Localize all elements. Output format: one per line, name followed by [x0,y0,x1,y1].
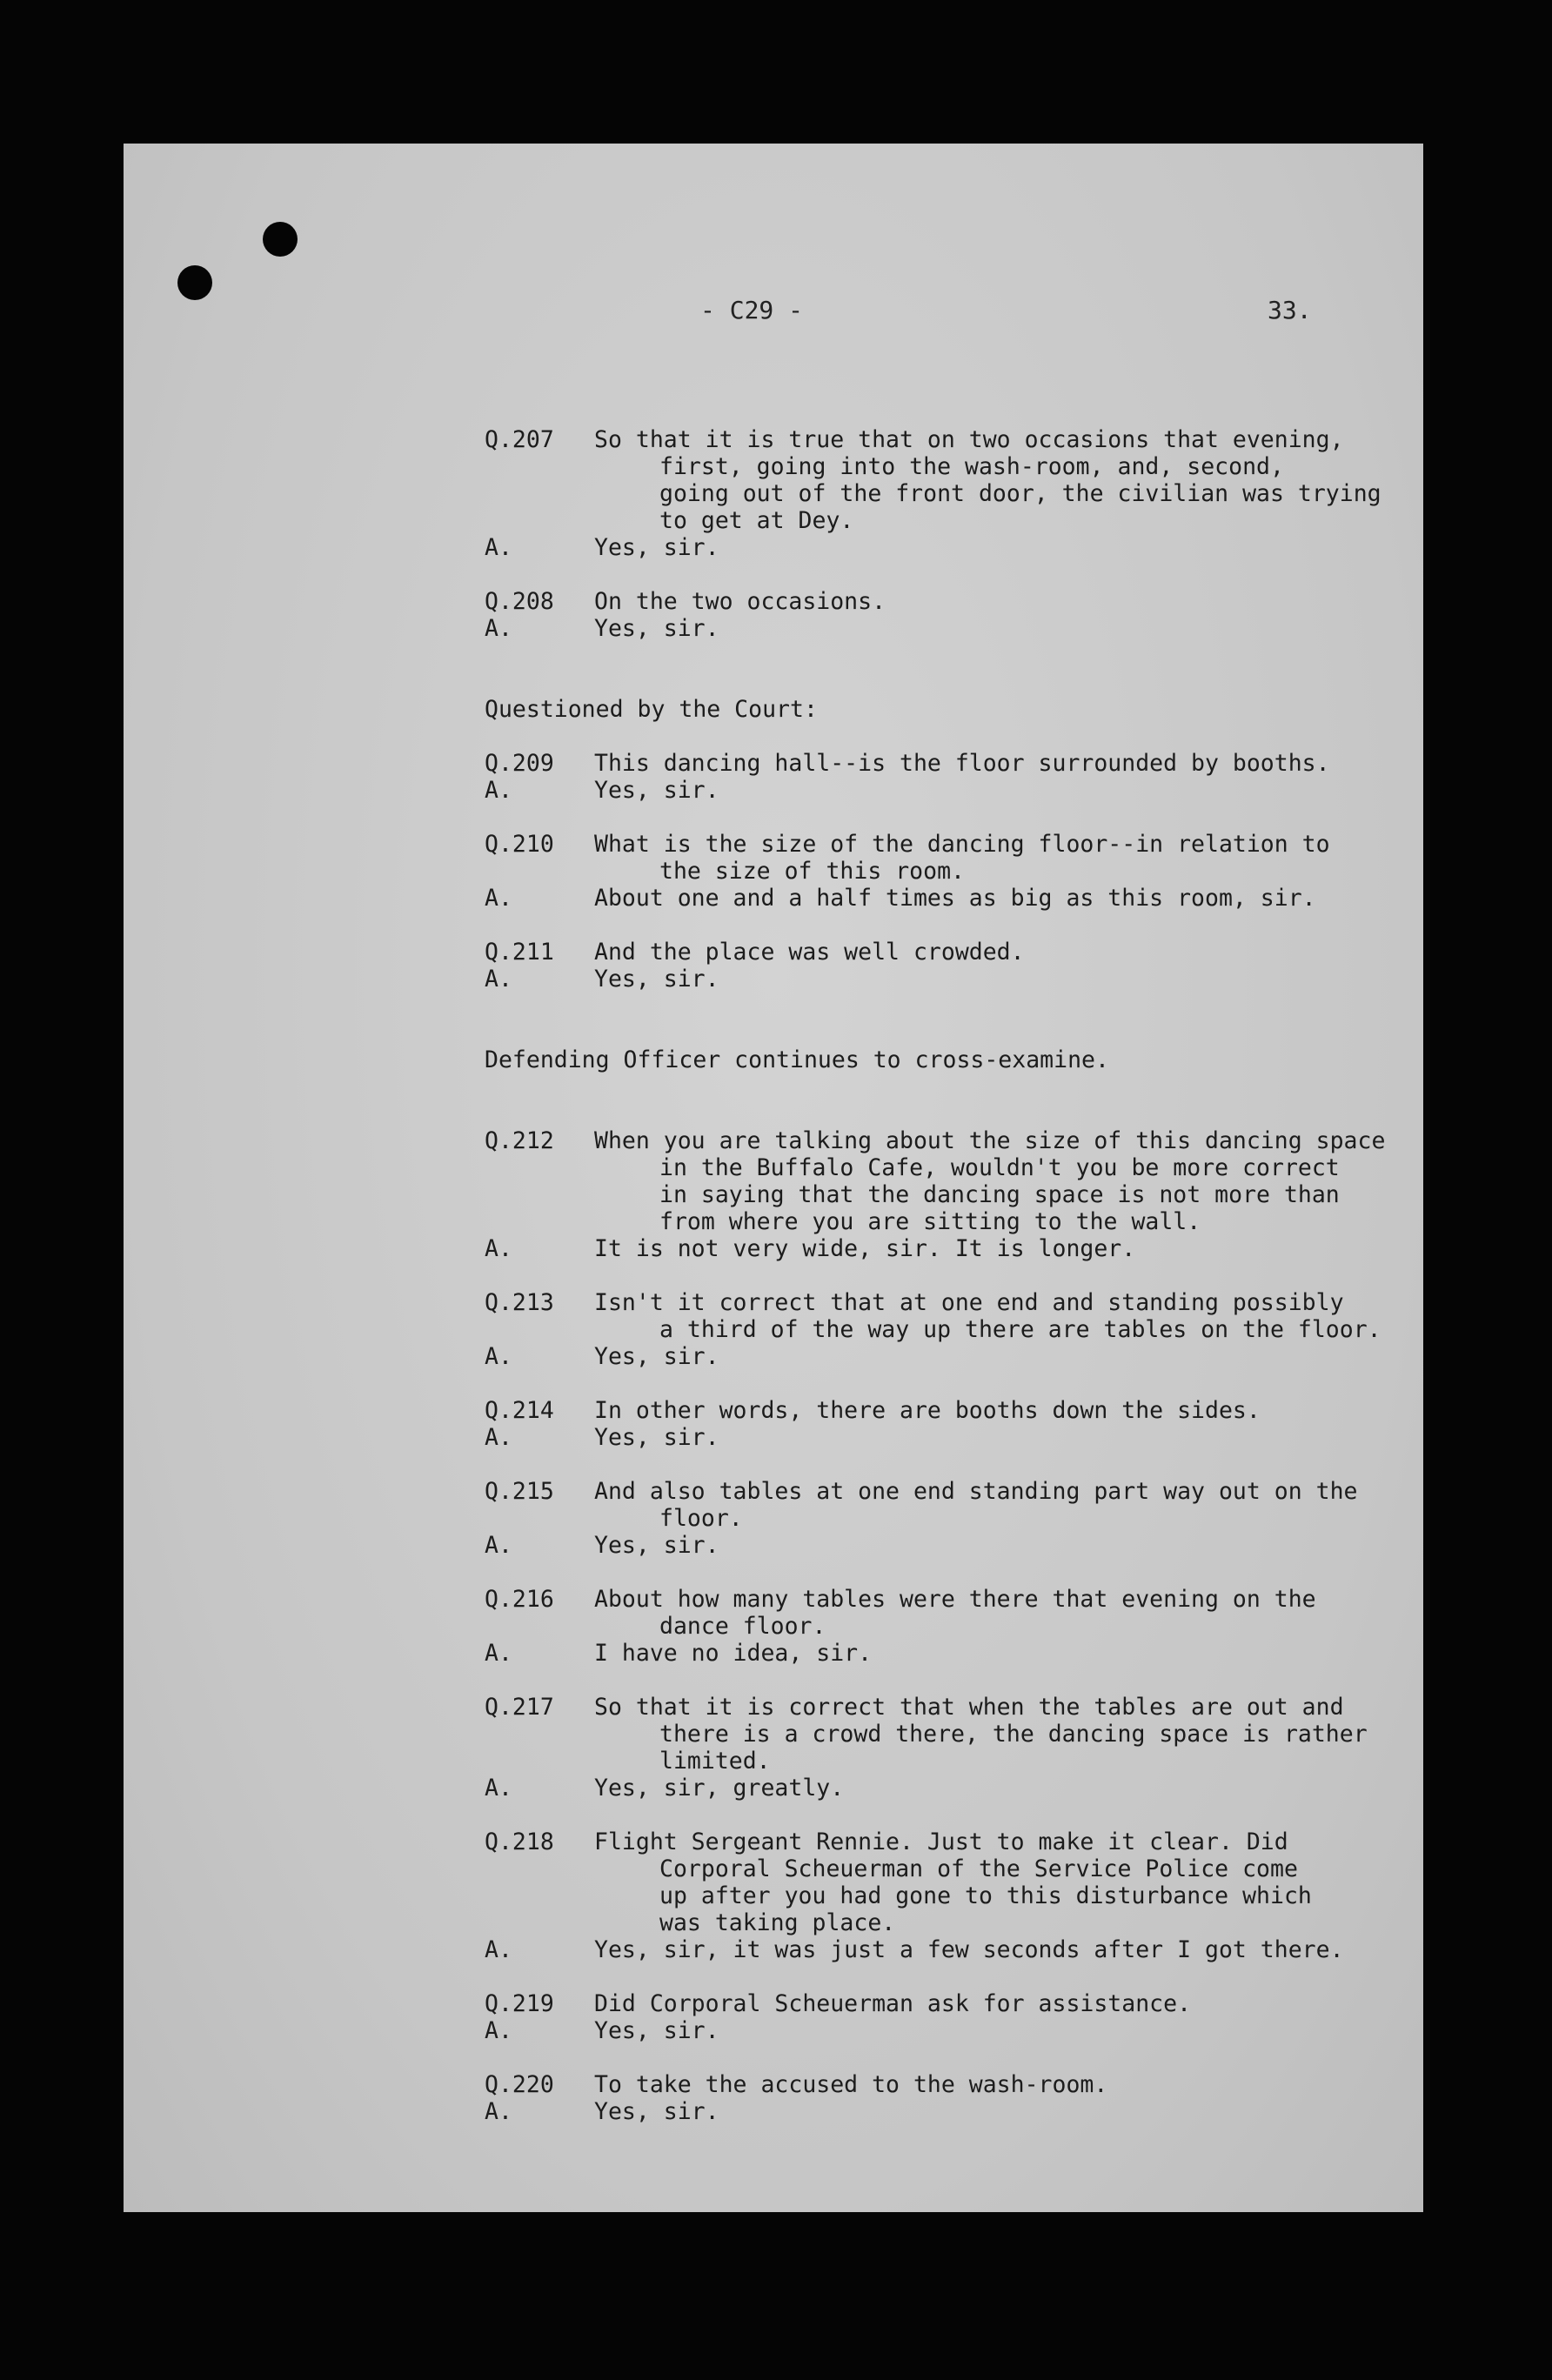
text-line: Yes, sir. [594,1532,719,1559]
question-number: Q.214 [485,1397,554,1424]
question-number: Q.212 [485,1127,554,1154]
page-number: 33. [1268,296,1312,324]
transcript-body [485,426,1424,2125]
question-text [594,1990,1424,2017]
text-line: Yes, sir. [594,1424,719,1451]
spacer [485,561,1424,588]
text-line: in saying that the dancing space is not more than [659,1181,1340,1208]
question-text [594,2071,1424,2098]
answer-text [594,1640,1424,1667]
question-entry [485,1478,1424,1532]
answer-entry [485,1936,1424,1963]
page-code: - C29 - [700,296,804,324]
punch-hole [263,222,298,257]
answer-label: A. [485,1343,512,1370]
text-line: Isn't it correct that at one end and standing possibly [594,1289,1344,1316]
question-text [594,426,1424,534]
question-entry [485,750,1424,777]
text-line: This dancing hall--is the floor surrounded by booths. [594,750,1330,777]
question-entry [485,1828,1424,1936]
question-number: Q.211 [485,939,554,966]
answer-text [594,1775,1424,1802]
text-line: Flight Sergeant Rennie. Just to make it clear. Did [594,1828,1288,1855]
answer-label: A. [485,2017,512,2044]
answer-label: A. [485,615,512,642]
question-entry [485,2071,1424,2098]
question-entry [485,939,1424,966]
answer-entry [485,1235,1424,1262]
answer-text [594,885,1424,912]
answer-entry [485,615,1424,642]
answer-label: A. [485,1424,512,1451]
answer-entry [485,1424,1424,1451]
spacer [485,912,1424,939]
text-line: going out of the front door, the civilian was trying [659,480,1381,507]
spacer [485,1451,1424,1478]
text-line: It is not very wide, sir. It is longer. [594,1235,1136,1262]
section-heading: Defending Officer continues to cross-examine. [485,1046,1109,1073]
question-number: Q.217 [485,1694,554,1721]
answer-text [594,2017,1424,2044]
text-line: Yes, sir. [594,2098,719,2125]
answer-label: A. [485,777,512,804]
answer-entry [485,2017,1424,2044]
question-entry [485,1586,1424,1640]
text-line: Did Corporal Scheuerman ask for assistance. [594,1990,1192,2017]
answer-text [594,966,1424,993]
text-line: And the place was well crowded. [594,939,1025,966]
text-line: Yes, sir. [594,2017,719,2044]
text-line: I have no idea, sir. [594,1640,873,1667]
answer-entry [485,1532,1424,1559]
spacer [485,1073,1424,1127]
text-line: dance floor. [659,1613,826,1640]
text-line: was taking place. [659,1909,896,1936]
answer-label: A. [485,534,512,561]
text-line: there is a crowd there, the dancing space is rather [659,1721,1368,1748]
text-line: So that it is correct that when the tables are out and [594,1694,1344,1721]
question-entry [485,1990,1424,2017]
question-entry [485,1397,1424,1424]
text-line: When you are talking about the size of this dancing space [594,1127,1386,1154]
question-number: Q.207 [485,426,554,453]
question-number: Q.213 [485,1289,554,1316]
text-line: About one and a half times as big as this room, sir. [594,885,1316,912]
spacer [485,804,1424,831]
answer-entry [485,1775,1424,1802]
question-number: Q.209 [485,750,554,777]
question-number: Q.218 [485,1828,554,1855]
text-line: Yes, sir. [594,777,719,804]
text-line: In other words, there are booths down the sides. [594,1397,1261,1424]
question-text [594,750,1424,777]
answer-text [594,1235,1424,1262]
question-text [594,1828,1424,1936]
text-line: About how many tables were there that evening on the [594,1586,1316,1613]
text-line: What is the size of the dancing floor--in relation to [594,831,1330,858]
question-number: Q.220 [485,2071,554,2098]
answer-text [594,615,1424,642]
text-line: floor. [659,1505,743,1532]
question-entry [485,426,1424,534]
question-text [594,1694,1424,1775]
question-text [594,588,1424,615]
text-line: Yes, sir. [594,615,719,642]
text-line: To take the accused to the wash-room. [594,2071,1108,2098]
question-text [594,1478,1424,1532]
question-text [594,939,1424,966]
question-text [594,1397,1424,1424]
text-line: Yes, sir. [594,966,719,993]
punch-hole [177,265,212,300]
answer-text [594,777,1424,804]
answer-label: A. [485,1235,512,1262]
answer-entry [485,885,1424,912]
document-page [124,144,1423,2212]
text-line: Yes, sir, it was just a few seconds after I got there. [594,1936,1344,1963]
text-line: from where you are sitting to the wall. [659,1208,1201,1235]
question-entry [485,1127,1424,1235]
question-text [594,831,1424,885]
text-line: a third of the way up there are tables on the floor. [659,1316,1381,1343]
spacer [485,1262,1424,1289]
question-number: Q.208 [485,588,554,615]
answer-label: A. [485,1936,512,1963]
text-line: to get at Dey. [659,507,854,534]
text-line: up after you had gone to this disturbance which [659,1882,1312,1909]
text-line: Yes, sir. [594,534,719,561]
question-number: Q.215 [485,1478,554,1505]
answer-entry [485,777,1424,804]
text-line: On the two occasions. [594,588,886,615]
text-line: the size of this room. [659,858,965,885]
question-text [594,1289,1424,1343]
spacer [485,1963,1424,1990]
spacer [485,1802,1424,1828]
answer-label: A. [485,2098,512,2125]
text-line: in the Buffalo Cafe, wouldn't you be more correct [659,1154,1340,1181]
answer-label: A. [485,1775,512,1802]
text-line: And also tables at one end standing part way out on the [594,1478,1358,1505]
answer-text [594,1532,1424,1559]
answer-label: A. [485,885,512,912]
spacer [485,1667,1424,1694]
answer-entry [485,1640,1424,1667]
spacer [485,2044,1424,2071]
text-line: Corporal Scheuerman of the Service Police come [659,1855,1298,1882]
spacer [485,1559,1424,1586]
answer-text [594,534,1424,561]
spacer [485,723,1424,750]
question-number: Q.219 [485,1990,554,2017]
text-line: Yes, sir, greatly. [594,1775,845,1802]
answer-entry [485,1343,1424,1370]
question-entry [485,1694,1424,1775]
text-line: limited. [659,1748,771,1775]
text-line: So that it is true that on two occasions that evening, [594,426,1344,453]
answer-entry [485,534,1424,561]
answer-text [594,1936,1424,1963]
text-line: Yes, sir. [594,1343,719,1370]
answer-label: A. [485,1532,512,1559]
question-text [594,1127,1424,1235]
question-text [594,1586,1424,1640]
question-number: Q.210 [485,831,554,858]
question-entry [485,831,1424,885]
spacer [485,1370,1424,1397]
answer-entry [485,966,1424,993]
answer-label: A. [485,1640,512,1667]
question-entry [485,1289,1424,1343]
text-line: first, going into the wash-room, and, second, [659,453,1284,480]
section-heading: Questioned by the Court: [485,696,818,723]
answer-text [594,2098,1424,2125]
answer-entry [485,2098,1424,2125]
answer-text [594,1343,1424,1370]
question-number: Q.216 [485,1586,554,1613]
spacer [485,642,1424,696]
spacer [485,993,1424,1046]
question-entry [485,588,1424,615]
answer-text [594,1424,1424,1451]
answer-label: A. [485,966,512,993]
